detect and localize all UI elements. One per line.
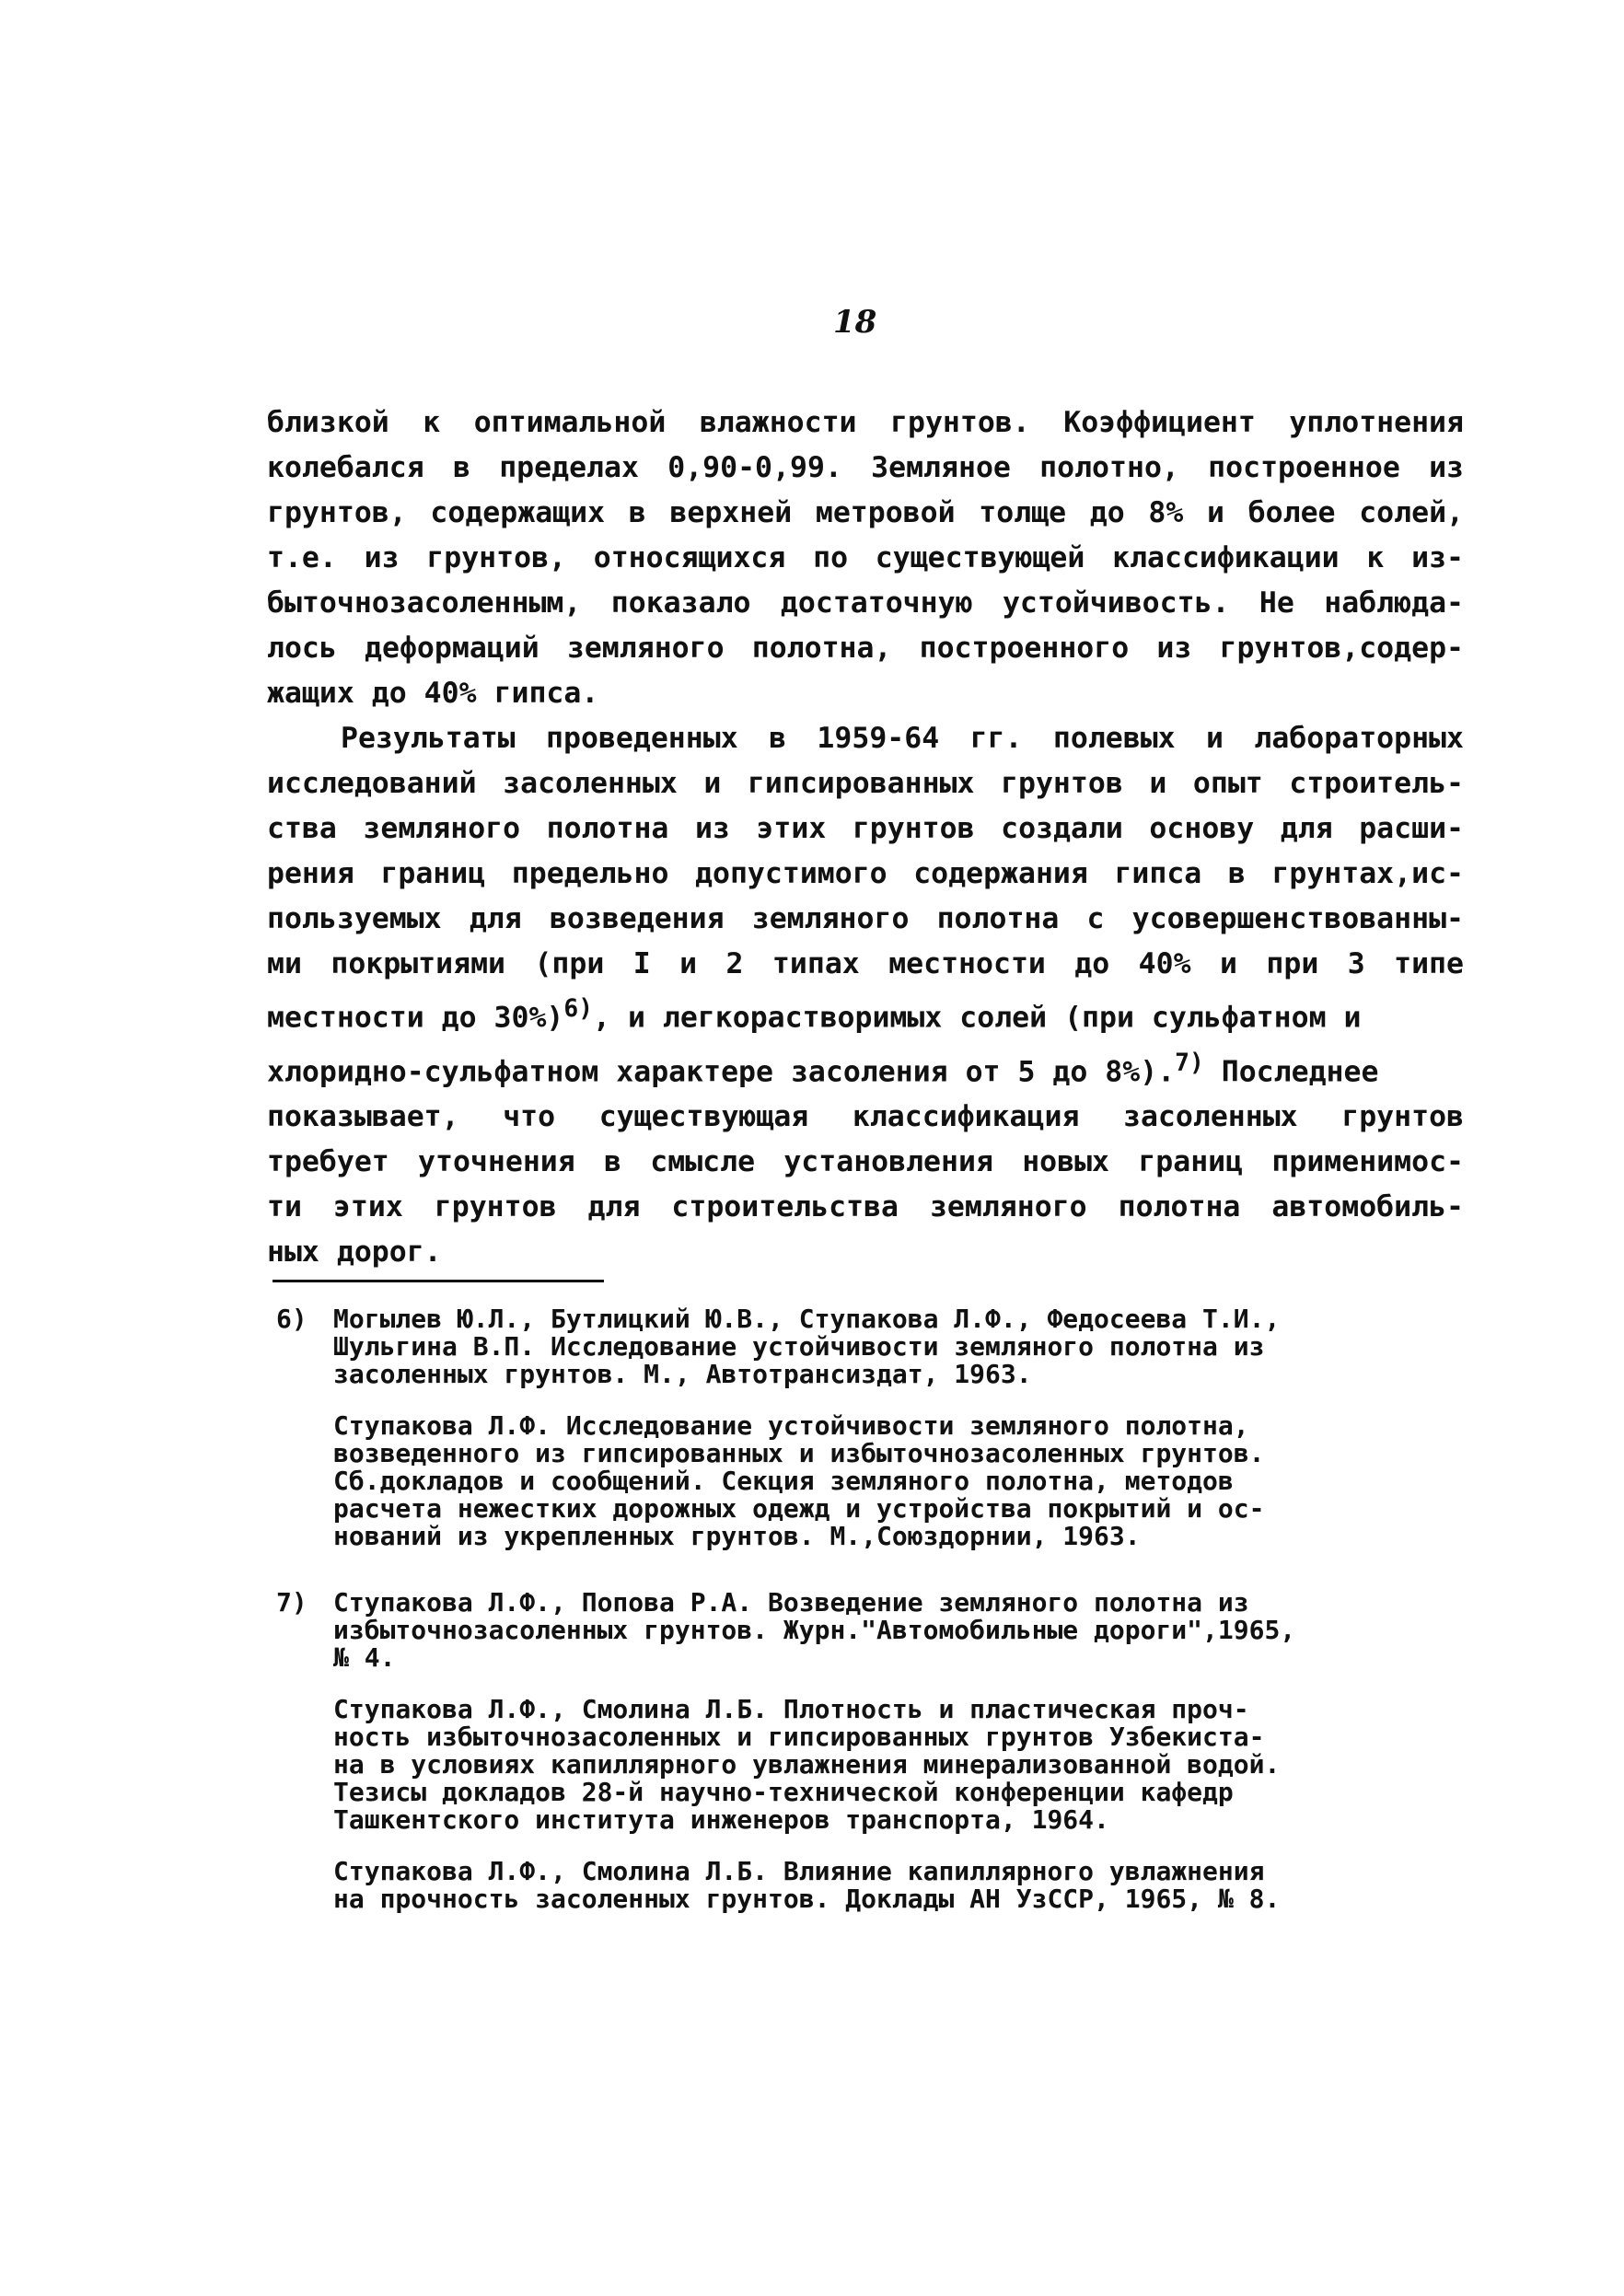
body-line: рения границ предельно допустимого содержания гипса в грунтах,ис- xyxy=(267,857,1464,890)
footnote-ref-7[interactable]: 7) xyxy=(1175,1049,1204,1077)
body-line: пользуемых для возведения земляного полотна с усовершенствованны- xyxy=(267,902,1464,935)
body-line: ных дорог. xyxy=(267,1235,442,1269)
footnote-line: Шульгина В.П. Исследование устойчивости земляного полотна из xyxy=(333,1331,1265,1362)
body-line-part: местности до 30%) xyxy=(267,1001,564,1035)
body-line: Результаты проведенных в 1959-64 гг. полевых и лабораторных xyxy=(341,722,1464,755)
footnote-entry xyxy=(276,1696,1473,1834)
footnote-separator xyxy=(273,1280,604,1282)
footnote-entry xyxy=(276,1305,1473,1388)
body-line-part: хлоридно-сульфатном характере засоления от 5 до 8%). xyxy=(267,1055,1176,1088)
body-line: ми покрытиями (при I и 2 типах местности до 40% и при 3 типе xyxy=(267,947,1464,980)
footnote-line: Ташкентского института инженеров транспорта, 1964. xyxy=(333,1804,1109,1835)
footnote-entry xyxy=(276,1858,1473,1913)
footnote-7 xyxy=(276,1589,1473,1913)
footnote-marker: 6) xyxy=(276,1304,307,1334)
footnote-marker: 7) xyxy=(276,1587,307,1618)
body-line: требует уточнения в смысле установления новых границ применимос- xyxy=(267,1145,1464,1178)
footnote-line: Ступакова Л.Ф., Смолина Л.Б. Влияние капиллярного увлажнения xyxy=(333,1856,1265,1886)
footnote-line: возведенного из гипсированных и избыточнозасоленных грунтов. xyxy=(333,1438,1265,1468)
body-line xyxy=(267,1041,1464,1096)
body-line-part: Последнее xyxy=(1221,1055,1379,1088)
footnote-line: Тезисы докладов 28-й научно-технической конференции кафедр xyxy=(333,1777,1234,1807)
body-line-part: и легкорастворимых солей (при сульфатном и xyxy=(627,1001,1362,1035)
footnote-line: нований из укрепленных грунтов. М.,Союздорнии, 1963. xyxy=(333,1521,1141,1551)
footnote-line: Могылев Ю.Л., Бутлицкий Ю.В., Ступакова Л.Ф., Федосеева Т.И., xyxy=(333,1304,1281,1334)
body-line: исследований засоленных и гипсированных грунтов и опыт строитель- xyxy=(267,767,1464,800)
footnote-line: ность избыточнозасоленных и гипсированных грунтов Узбекиста- xyxy=(333,1722,1265,1752)
page-number: 18 xyxy=(833,304,877,341)
footnotes xyxy=(276,1305,1473,1952)
body-line: показывает, что существующая классификация засоленных грунтов xyxy=(267,1100,1464,1133)
footnote-ref-6[interactable]: 6) xyxy=(563,995,594,1023)
body-line: жащих до 40% гипса. xyxy=(267,677,599,710)
footnote-line: Ступакова Л.Ф. Исследование устойчивости земляного полотна, xyxy=(333,1410,1249,1441)
footnote-line: Ступакова Л.Ф., Смолина Л.Б. Плотность и пластическая проч- xyxy=(333,1694,1249,1724)
footnote-6 xyxy=(276,1305,1473,1550)
footnote-line: засоленных грунтов. М., Автотрансиздат, 1963. xyxy=(333,1359,1032,1389)
footnote-line: расчета нежестких дорожных одежд и устройства покрытий и ос- xyxy=(333,1493,1265,1524)
footnote-line: на прочность засоленных грунтов. Доклады АН УзССР, 1965, № 8. xyxy=(333,1884,1281,1914)
body-line: т.е. из грунтов, относящихся по существующей классификации к из- xyxy=(267,541,1464,574)
footnote-line: № 4. xyxy=(333,1642,396,1673)
footnote-line: на в условиях капиллярного увлажнения минерализованной водой. xyxy=(333,1749,1281,1780)
footnote-entry xyxy=(276,1412,1473,1550)
body-line: ти этих грунтов для строительства земляного полотна автомобиль- xyxy=(267,1190,1464,1223)
footnote-line: Ступакова Л.Ф., Попова Р.А. Возведение земляного полотна из xyxy=(333,1587,1249,1618)
footnote-line: избыточнозасоленных грунтов. Журн."Автомобильные дороги",1965, xyxy=(333,1615,1296,1645)
body-line: ства земляного полотна из этих грунтов создали основу для расши- xyxy=(267,812,1464,845)
footnote-line: Сб.докладов и сообщений. Секция земляного полотна, методов xyxy=(333,1466,1234,1496)
body-line: быточнозасоленным, показало достаточную устойчивость. Не наблюда- xyxy=(267,586,1464,620)
body-line: близкой к оптимальной влажности грунтов. Коэффициент уплотнения xyxy=(267,406,1464,439)
body-line: грунтов, содержащих в верхней метровой толще до 8% и более солей, xyxy=(267,496,1464,529)
body-line: колебался в пределах 0,90-0,99. Земляное полотно, построенное из xyxy=(267,451,1464,484)
body-text xyxy=(267,400,1464,1275)
footnote-entry xyxy=(276,1589,1473,1672)
body-line: местности до 30%)$^{6)}$, и легкорастворимых солей (при сульфатном и xyxy=(267,995,1362,1035)
body-line: лось деформаций земляного полотна, построенного из грунтов,содер- xyxy=(267,632,1464,665)
